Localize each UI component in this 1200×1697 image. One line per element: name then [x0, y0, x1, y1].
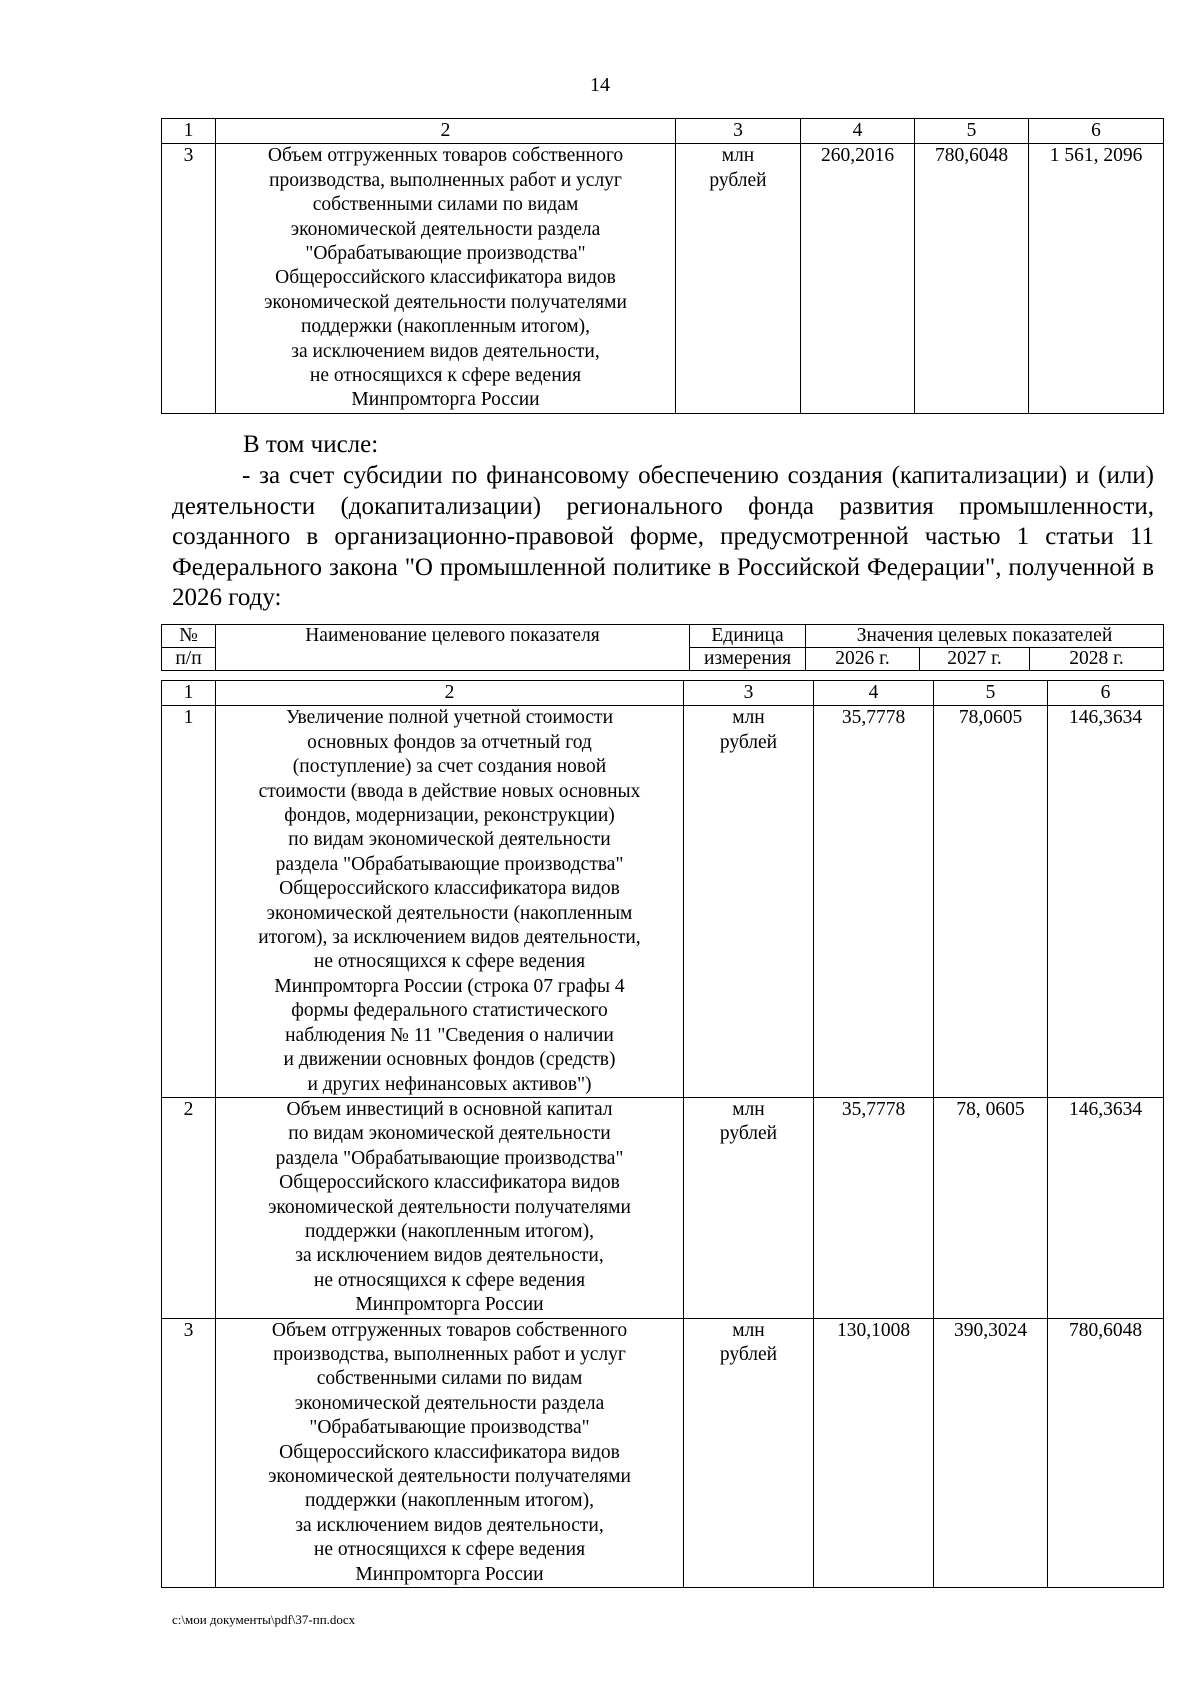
- text-line: производства, выполненных работ и услуг: [269, 169, 622, 191]
- text-line: поддержки (накопленным итогом),: [304, 1220, 594, 1242]
- row-number: 1: [162, 706, 216, 1098]
- indicator-name: [216, 1318, 684, 1587]
- row-number: 3: [162, 144, 216, 413]
- header-num: №: [162, 625, 216, 648]
- page-number: 14: [590, 74, 610, 96]
- text-line: экономической деятельности раздела: [290, 218, 601, 240]
- text-line: экономической деятельности (накопленным: [266, 902, 633, 924]
- text-line: собственными силами по видам: [312, 194, 579, 216]
- header-year: 2026 г.: [806, 648, 920, 671]
- col-number: 3: [684, 681, 814, 706]
- indicator-name: [216, 144, 676, 413]
- value-1: 260,2016: [801, 144, 915, 413]
- unit: [684, 706, 814, 1098]
- col-number: 6: [1048, 681, 1164, 706]
- text-line: Общероссийского классификатора видов: [275, 267, 616, 289]
- row-number: 2: [162, 1097, 216, 1318]
- text-line: экономической деятельности получателями: [268, 1196, 631, 1218]
- header-unit: Единица: [690, 625, 806, 648]
- col-number: 6: [1029, 119, 1164, 144]
- unit: [684, 1097, 814, 1318]
- value-2026: 35,7778: [814, 1097, 934, 1318]
- header-num-2: п/п: [162, 648, 216, 671]
- text-line: Увеличение полной учетной стоимости: [285, 707, 614, 729]
- text-line: формы федерального статистического: [291, 1000, 608, 1022]
- text-line: по видам экономической деятельности: [288, 829, 611, 851]
- continuation-table: [161, 118, 1164, 414]
- table-row: [162, 144, 1164, 413]
- text-line: стоимости (ввода в действие новых основных: [258, 780, 641, 802]
- col-number: 2: [216, 681, 684, 706]
- text-line: Общероссийского классификатора видов: [279, 1441, 620, 1463]
- value-2026: 35,7778: [814, 706, 934, 1098]
- col-number: 5: [934, 681, 1048, 706]
- header-values: Значения целевых показателей: [806, 625, 1164, 648]
- text-line: собственными силами по видам: [316, 1368, 583, 1390]
- text-line: производства, выполненных работ и услуг: [273, 1343, 626, 1365]
- text-line: за исключением видов деятельности,: [291, 340, 600, 362]
- text-line: "Обрабатывающие производства": [309, 1417, 590, 1439]
- text-line: поддержки (накопленным итогом),: [300, 316, 590, 338]
- text-line: Минпромторга России: [355, 1563, 544, 1585]
- header-year: 2028 г.: [1030, 648, 1164, 671]
- column-number-row: [162, 681, 1164, 706]
- col-number: 4: [801, 119, 915, 144]
- text-line: по видам экономической деятельности: [288, 1123, 611, 1145]
- text-line: Общероссийского классификатора видов: [279, 1172, 620, 1194]
- text-line: основных фондов за отчетный год: [307, 731, 592, 753]
- intro-text: В том числе:: [243, 431, 379, 458]
- value-2028: 146,3634: [1048, 706, 1164, 1098]
- unit: [676, 144, 801, 413]
- text-line: млн: [732, 1098, 765, 1120]
- text-line: экономической деятельности раздела: [294, 1392, 605, 1414]
- header-unit-2: измерения: [690, 648, 806, 671]
- text-line: млн: [732, 1319, 765, 1341]
- text-line: раздела "Обрабатывающие производства": [275, 853, 624, 875]
- text-line: не относящихся к сфере ведения: [313, 1539, 586, 1561]
- text-line: млн: [721, 145, 755, 167]
- text-line: поддержки (накопленным итогом),: [304, 1490, 594, 1512]
- text-line: экономической деятельности получателями: [268, 1466, 631, 1487]
- text-line: за исключением видов деятельности,: [295, 1514, 604, 1536]
- text-line: и других нефинансовых активов"): [307, 1073, 592, 1095]
- text-line: рублей: [719, 1123, 778, 1145]
- text-line: (поступление) за счет создания новой: [292, 756, 607, 778]
- body-paragraph: - за счет субсидии по финансовому обеспечению создания (капитализации) и (или) деятельности (докапитализации) регионального фонда развития промышленности, созданного в организационно-правовой форме, предусмотренной частью 1 статьи 11 Федерального закона "О промышленной политике в Российской Федерации", полученной в 2026 году:: [172, 462, 1154, 611]
- table-row: [162, 706, 1164, 1098]
- col-number: 1: [162, 119, 216, 144]
- col-number: 5: [915, 119, 1029, 144]
- text-line: раздела "Обрабатывающие производства": [275, 1147, 624, 1169]
- text-line: рублей: [709, 169, 767, 191]
- table-row: [162, 1318, 1164, 1587]
- text-line: итогом), за исключением видов деятельности,: [258, 927, 641, 949]
- file-path-footer: c:\мои документы\pdf\37-пп.docx: [172, 1612, 356, 1627]
- text-line: не относящихся к сфере ведения: [309, 365, 582, 387]
- indicators-header-table: [161, 624, 1164, 671]
- value-2027: 78,0605: [934, 706, 1048, 1098]
- text-line: не относящихся к сфере ведения: [313, 1269, 586, 1291]
- text-line: не относящихся к сфере ведения: [313, 951, 586, 973]
- text-line: рублей: [719, 731, 778, 753]
- col-number: 3: [676, 119, 801, 144]
- header-year: 2027 г.: [920, 648, 1030, 671]
- text-line: экономической деятельности получателями: [264, 291, 627, 313]
- indicators-table: [161, 680, 1164, 1588]
- header-name: Наименование целевого показателя: [216, 625, 690, 671]
- col-number: 1: [162, 681, 216, 706]
- text-line: фондов, модернизации, реконструкции): [284, 805, 615, 827]
- column-number-row: [162, 119, 1164, 144]
- text-line: Минпромторга России (строка 07 графы 4: [274, 975, 625, 997]
- value-2027: 390,3024: [934, 1318, 1048, 1587]
- text-line: Общероссийского классификатора видов: [279, 878, 620, 900]
- text-line: Минпромторга России: [351, 389, 540, 411]
- text-line: за исключением видов деятельности,: [295, 1245, 604, 1267]
- indicator-name: [216, 1097, 684, 1318]
- unit: [684, 1318, 814, 1587]
- value-2027: 78, 0605: [934, 1097, 1048, 1318]
- col-number: 2: [216, 119, 676, 144]
- indicator-name: [216, 706, 684, 1098]
- text-line: "Обрабатывающие производства": [305, 243, 586, 265]
- text-line: Минпромторга России: [355, 1294, 544, 1316]
- text-line: наблюдения № 11 "Сведения о наличии: [285, 1024, 614, 1046]
- value-2028: 780,6048: [1048, 1318, 1164, 1587]
- text-line: Объем отгруженных товаров собственного: [267, 145, 624, 167]
- text-line: Объем инвестиций в основной капитал: [286, 1098, 613, 1120]
- text-line: рублей: [719, 1343, 778, 1365]
- value-2: 780,6048: [915, 144, 1029, 413]
- text-line: млн: [732, 707, 765, 729]
- row-number: 3: [162, 1318, 216, 1587]
- value-2026: 130,1008: [814, 1318, 934, 1587]
- col-number: 4: [814, 681, 934, 706]
- value-2028: 146,3634: [1048, 1097, 1164, 1318]
- text-line: и движении основных фондов (средств): [283, 1049, 616, 1071]
- value-3: 1 561, 2096: [1029, 144, 1164, 413]
- table-row: [162, 1097, 1164, 1318]
- text-line: Объем отгруженных товаров собственного: [271, 1319, 628, 1341]
